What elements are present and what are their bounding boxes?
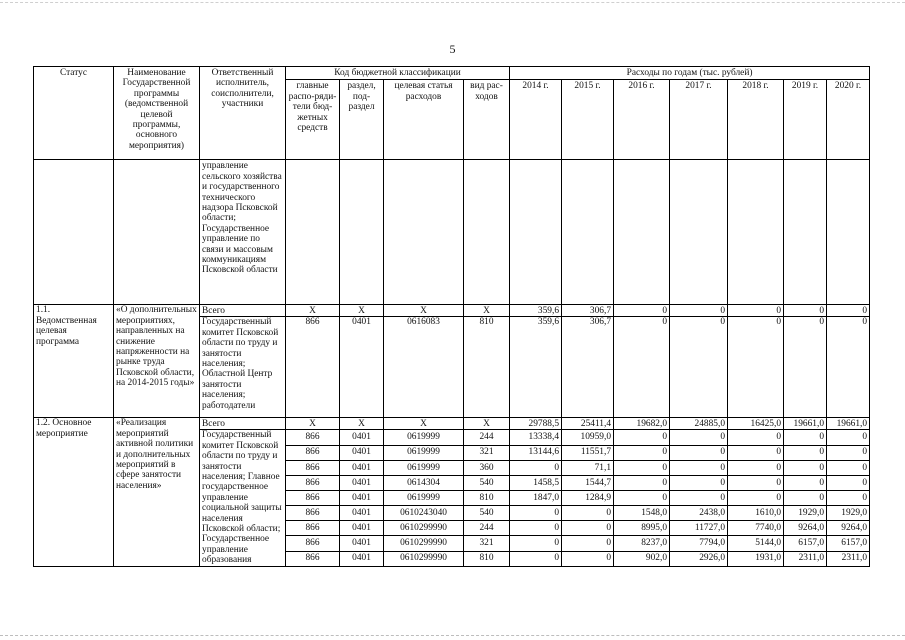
header-year-2014: 2014 г.	[510, 80, 562, 160]
value-2017: 0	[670, 305, 728, 317]
value-2017: 2926,0	[670, 551, 728, 566]
table-row-total	[34, 305, 870, 317]
value-2016: 0	[614, 317, 670, 418]
value-2018: 0	[728, 475, 784, 490]
value-2016: 1548,0	[614, 506, 670, 521]
value-2019: 2311,0	[784, 551, 827, 566]
value-2015: 306,7	[562, 305, 614, 317]
value-2018: 0	[728, 490, 784, 505]
page-number: 5	[449, 42, 456, 56]
target-code: 0619999	[384, 430, 464, 445]
grbs-code: 866	[286, 475, 340, 490]
section-code: 0401	[340, 317, 384, 418]
value-2017: 0	[670, 445, 728, 460]
value-2020: 0	[827, 445, 870, 460]
header-expenses-by-year: Расходы по годам (тыс. рублей)	[510, 67, 870, 80]
grbs-code: 866	[286, 317, 340, 418]
value-2016: 0	[614, 490, 670, 505]
header-main-manager: главные распо-ряди-тели бюд-жетных средств	[286, 80, 340, 160]
value-2016: 0	[614, 475, 670, 490]
executor-cell: Государственный комитет Псковской области по труду и занятости населения; Главное государственное управление социальной защиты населения Псковской области; Государственное управление образования	[200, 430, 286, 566]
value-2014: 0	[510, 536, 562, 551]
value-2016: 0	[614, 460, 670, 475]
value-2019: 6157,0	[784, 536, 827, 551]
type-code: 321	[464, 445, 510, 460]
target-code: 0619999	[384, 490, 464, 505]
value-2014: 359,6	[510, 305, 562, 317]
grbs-code: 866	[286, 445, 340, 460]
value-2015: 0	[562, 521, 614, 536]
continuation-row	[34, 160, 870, 305]
value-2015: 1544,7	[562, 475, 614, 490]
grbs-code: 866	[286, 490, 340, 505]
header-section: раздел, под-раздел	[340, 80, 384, 160]
value-2018: 5144,0	[728, 536, 784, 551]
block-1-2	[34, 418, 870, 566]
section-code: 0401	[340, 490, 384, 505]
value-2016: 902,0	[614, 551, 670, 566]
target-code: 0610243040	[384, 506, 464, 521]
total-label: Всего	[200, 305, 286, 317]
value-2020: 0	[827, 475, 870, 490]
value-2014: 0	[510, 551, 562, 566]
value-2020: 0	[827, 460, 870, 475]
target-code: 0610299990	[384, 536, 464, 551]
value-2014: 29788,5	[510, 418, 562, 430]
target-code: 0619999	[384, 445, 464, 460]
value-2014: 1458,5	[510, 475, 562, 490]
target-code: Х	[384, 418, 464, 430]
header-target-article: целевая статья расходов	[384, 80, 464, 160]
section-code: 0401	[340, 506, 384, 521]
executor-cell: Государственный комитет Псковской области по труду и занятости населения; Областной Центр занятости населения; работодатели	[200, 317, 286, 418]
header-executor: Ответственный исполнитель, соисполнители, участники	[200, 67, 286, 160]
value-2016: 8995,0	[614, 521, 670, 536]
value-2018: 0	[728, 317, 784, 418]
value-2015: 1284,9	[562, 490, 614, 505]
value-2018: 1610,0	[728, 506, 784, 521]
header-program-name: Наименование Государственной программы (ведомственной целевой программы, основного мероприятия)	[114, 67, 200, 160]
section-code: Х	[340, 305, 384, 317]
value-2014: 0	[510, 460, 562, 475]
value-2018: 16425,0	[728, 418, 784, 430]
value-2019: 0	[784, 430, 827, 445]
grbs-code: 866	[286, 430, 340, 445]
status-cell: 1.2. Основное мероприятие	[34, 418, 114, 566]
grbs-code: 866	[286, 460, 340, 475]
value-2019: 0	[784, 475, 827, 490]
value-2017: 24885,0	[670, 418, 728, 430]
value-2015: 11551,7	[562, 445, 614, 460]
program-name-cell: «О дополнительных мероприятиях, направленных на снижение напряженности на рынке труда Псковской области, на 2014-2015 годы»	[114, 305, 200, 418]
section-code: 0401	[340, 551, 384, 566]
value-2019: 0	[784, 445, 827, 460]
value-2014: 0	[510, 521, 562, 536]
value-2019: 0	[784, 317, 827, 418]
value-2018: 7740,0	[728, 521, 784, 536]
scan-top-rule	[0, 2, 905, 3]
target-code: 0610299990	[384, 551, 464, 566]
header-year-2015: 2015 г.	[562, 80, 614, 160]
value-2016: 0	[614, 430, 670, 445]
value-2020: 0	[827, 430, 870, 445]
value-2014: 13338,4	[510, 430, 562, 445]
value-2019: 1929,0	[784, 506, 827, 521]
value-2016: 0	[614, 445, 670, 460]
value-2019: 9264,0	[784, 521, 827, 536]
header-year-2019: 2019 г.	[784, 80, 827, 160]
value-2014: 1847,0	[510, 490, 562, 505]
type-code: 810	[464, 490, 510, 505]
value-2020: 0	[827, 305, 870, 317]
type-code: 540	[464, 475, 510, 490]
value-2015: 0	[562, 536, 614, 551]
budget-table	[33, 66, 870, 567]
status-cell: 1.1. Ведомственная целевая программа	[34, 305, 114, 418]
section-code: 0401	[340, 536, 384, 551]
target-code: 0614304	[384, 475, 464, 490]
value-2020: 2311,0	[827, 551, 870, 566]
total-label: Всего	[200, 418, 286, 430]
value-2017: 0	[670, 490, 728, 505]
type-code: 321	[464, 536, 510, 551]
value-2014: 359,6	[510, 317, 562, 418]
type-code: Х	[464, 418, 510, 430]
header-expense-type: вид рас-ходов	[464, 80, 510, 160]
value-2019: 0	[784, 490, 827, 505]
value-2020: 0	[827, 317, 870, 418]
value-2019: 0	[784, 460, 827, 475]
target-code: 0619999	[384, 460, 464, 475]
value-2020: 1929,0	[827, 506, 870, 521]
value-2019: 19661,0	[784, 418, 827, 430]
value-2018: 0	[728, 460, 784, 475]
header-budget-code: Код бюджетной классификации	[286, 67, 510, 80]
value-2017: 11727,0	[670, 521, 728, 536]
header-year-2020: 2020 г.	[827, 80, 870, 160]
table-row-total	[34, 418, 870, 430]
target-code: 0616083	[384, 317, 464, 418]
value-2015: 71,1	[562, 460, 614, 475]
grbs-code: 866	[286, 536, 340, 551]
value-2018: 0	[728, 445, 784, 460]
type-code: 244	[464, 521, 510, 536]
value-2015: 25411,4	[562, 418, 614, 430]
value-2018: 0	[728, 305, 784, 317]
scan-bottom-rule	[0, 635, 905, 636]
value-2016: 8237,0	[614, 536, 670, 551]
value-2016: 19682,0	[614, 418, 670, 430]
value-2015: 0	[562, 506, 614, 521]
value-2015: 10959,0	[562, 430, 614, 445]
section-code: Х	[340, 418, 384, 430]
grbs-code: Х	[286, 305, 340, 317]
type-code: Х	[464, 305, 510, 317]
value-2016: 0	[614, 305, 670, 317]
grbs-code: 866	[286, 551, 340, 566]
value-2017: 2438,0	[670, 506, 728, 521]
type-code: 540	[464, 506, 510, 521]
value-2019: 0	[784, 305, 827, 317]
value-2018: 0	[728, 430, 784, 445]
target-code: 0610299990	[384, 521, 464, 536]
value-2017: 0	[670, 430, 728, 445]
grbs-code: Х	[286, 418, 340, 430]
value-2015: 0	[562, 551, 614, 566]
value-2015: 306,7	[562, 317, 614, 418]
value-2020: 0	[827, 490, 870, 505]
header-year-2018: 2018 г.	[728, 80, 784, 160]
value-2020: 9264,0	[827, 521, 870, 536]
value-2017: 0	[670, 317, 728, 418]
value-2014: 0	[510, 506, 562, 521]
program-name-cell: «Реализация мероприятий активной политики и дополнительных мероприятий в сфере занятости населения»	[114, 418, 200, 566]
section-code: 0401	[340, 445, 384, 460]
section-code: 0401	[340, 430, 384, 445]
value-2020: 6157,0	[827, 536, 870, 551]
value-2020: 19661,0	[827, 418, 870, 430]
value-2014: 13144,6	[510, 445, 562, 460]
grbs-code: 866	[286, 521, 340, 536]
type-code: 810	[464, 551, 510, 566]
type-code: 360	[464, 460, 510, 475]
section-code: 0401	[340, 521, 384, 536]
grbs-code: 866	[286, 506, 340, 521]
header-status: Статус	[34, 67, 114, 160]
value-2017: 0	[670, 475, 728, 490]
type-code: 244	[464, 430, 510, 445]
section-code: 0401	[340, 475, 384, 490]
value-2018: 1931,0	[728, 551, 784, 566]
target-code: Х	[384, 305, 464, 317]
section-code: 0401	[340, 460, 384, 475]
value-2017: 0	[670, 460, 728, 475]
header-year-2017: 2017 г.	[670, 80, 728, 160]
header-year-2016: 2016 г.	[614, 80, 670, 160]
type-code: 810	[464, 317, 510, 418]
block-1-1	[34, 305, 870, 418]
continuation-executor: управление сельского хозяйства и государственного технического надзора Псковской области; Государственное управление по связи и массовым коммуникациям Псковской области	[200, 160, 286, 305]
value-2017: 7794,0	[670, 536, 728, 551]
